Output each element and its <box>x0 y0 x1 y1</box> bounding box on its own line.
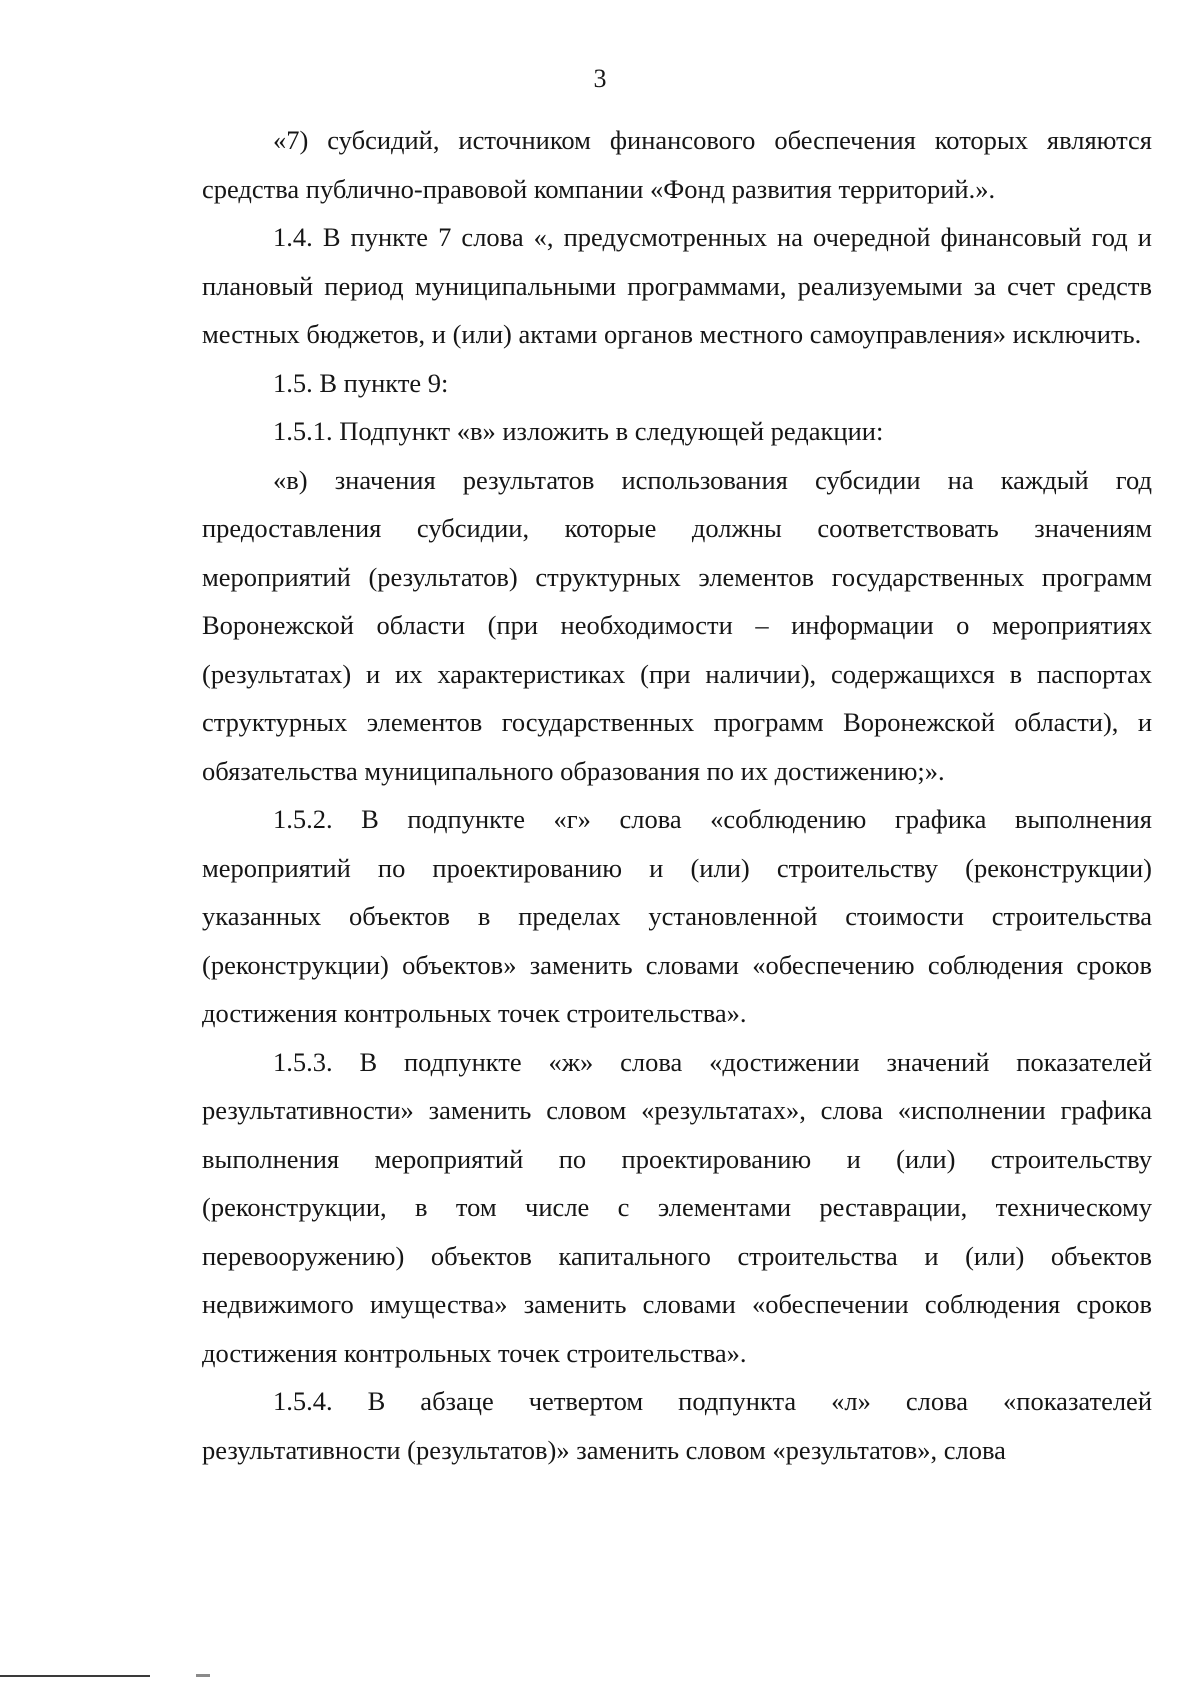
paragraph-subitem-v: «в) значения результатов использования субсидии на каждый год предоставления субсидии, которые должны соответствовать значениям мероприятий (результатов) структурных элементов государственных программ Воронежской области (при необходимости – информации о мероприятиях (результатах) и их характеристиках (при наличии), содержащихся в паспортах структурных элементов государственных программ Воронежской области), и обязательства муниципального образования по их достижению;». <box>202 464 1152 786</box>
paragraph-1-5-3: 1.5.3. В подпункте «ж» слова «достижении значений показателей результативности» заменить словом «результатах», слова «исполнении графика выполнения мероприятий по проектированию и (или) строительству (реконструкции, в том числе с элементами реставрации, техническому перевооружению) объектов капитального строительства и (или) объектов недвижимого имущества» заменить словами «обеспечении соблюдения сроков достижения контрольных точек строительства». <box>202 1046 1152 1368</box>
paragraph-subsidies-item-7: «7) субсидий, источником финансового обеспечения которых являются средства публично-правовой компании «Фонд развития территорий.». <box>202 125 1152 204</box>
scan-edge-line <box>0 1675 150 1677</box>
document-body <box>202 116 1152 1474</box>
page-number: 3 <box>593 64 607 93</box>
paragraph-1-5-4: 1.5.4. В абзаце четвертом подпункта «л» слова «показателей результативности (результатов)» заменить словом «результатов», слова <box>202 1386 1152 1465</box>
paragraph-1-4: 1.4. В пункте 7 слова «, предусмотренных на очередной финансовый год и плановый период муниципальными программами, реализуемыми за счет средств местных бюджетов, и (или) актами органов местного самоуправления» исключить. <box>202 222 1152 349</box>
paragraph-1-5-1: 1.5.1. Подпункт «в» изложить в следующей редакции: <box>273 416 884 446</box>
scan-edge-mark <box>196 1674 210 1677</box>
paragraph-1-5: 1.5. В пункте 9: <box>273 367 449 398</box>
paragraph-1-5-2: 1.5.2. В подпункте «г» слова «соблюдению графика выполнения мероприятий по проектированию и (или) строительству (реконструкции) указанных объектов в пределах установленной стоимости строительства (реконструкции) объектов» заменить словами «обеспечению соблюдения сроков достижения контрольных точек строительства». <box>202 804 1152 1028</box>
